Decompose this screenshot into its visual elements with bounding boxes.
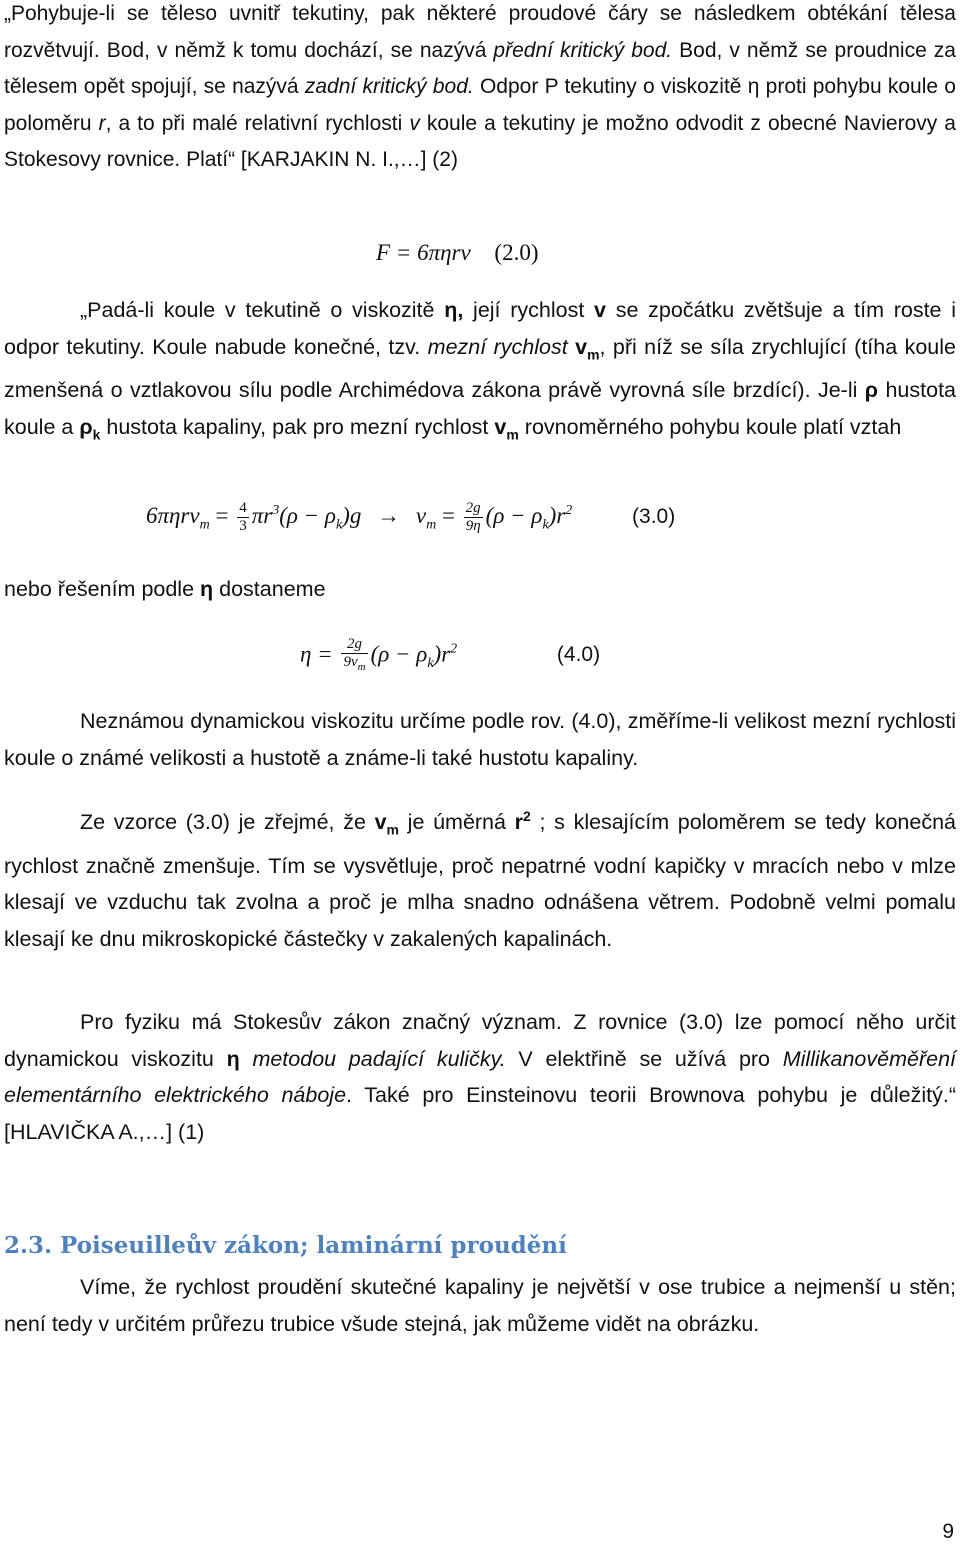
term: (ρ − ρ — [279, 502, 336, 528]
paragraph-falling-ball — [4, 292, 956, 453]
text: „Padá-li koule v tekutině o viskozitě — [80, 298, 445, 322]
var-r-squared — [515, 810, 531, 834]
var-vm — [374, 810, 399, 838]
subscript: m — [386, 821, 399, 838]
text: . Také pro Einsteinovu teorii Brownova pohybu je důležitý.“ [HLAVIČKA A.,…] (1) — [4, 1083, 956, 1144]
equation-label: (4.0) — [556, 643, 601, 667]
text: se zpočátku zvětšuje a tím roste i odpor tekutiny. Koule nabude konečné, tzv. — [4, 298, 957, 359]
term-front-critical-point: přední kritický bod. — [493, 38, 673, 62]
numerator: 2g — [341, 636, 367, 654]
subscript: m — [587, 345, 600, 362]
equation-label: (2.0) — [494, 240, 539, 265]
numerator: 4 — [239, 500, 247, 516]
text: Odpor P tekutiny o viskozitě η proti pohybu koule o poloměru — [4, 75, 956, 135]
subscript: m — [199, 517, 210, 533]
term: πr — [251, 502, 273, 528]
var-v: v — [374, 810, 387, 835]
text: Bod, v němž se proudnice za tělesem opět spojují, se nazývá — [4, 38, 956, 98]
arrow: → — [377, 502, 401, 528]
var-vm — [575, 334, 600, 362]
var-eta: η — [226, 1046, 240, 1071]
term: 9v — [343, 654, 358, 670]
text: její rychlost — [463, 298, 595, 322]
text: rovnoměrného pohybu koule platí vztah — [518, 414, 902, 439]
numerator: 2g — [465, 500, 481, 516]
term: (ρ − ρ — [370, 641, 428, 667]
subscript: k — [92, 426, 101, 443]
lhs: η = — [300, 641, 333, 667]
superscript: 3 — [272, 503, 280, 519]
term-falling-ball-method: metodou padající kuličky. — [252, 1046, 506, 1071]
term: )r — [433, 641, 451, 667]
term: )r — [548, 502, 566, 528]
var-v: v — [494, 414, 507, 439]
subscript: k — [427, 655, 434, 671]
lhs: 6πηrv — [146, 502, 200, 528]
equation-3 — [146, 500, 675, 535]
subscript: m — [506, 426, 519, 443]
text: Ze vzorce (3.0) je zřejmé, že — [80, 810, 375, 835]
page-number: 9 — [942, 1520, 954, 1543]
text: ; s klesajícím poloměrem se tedy konečná rychlost značně zmenšuje. Tím se vysvětluje, proč nepatrné vodní kapičky v mracích nebo v mlze klesají ve vzduchu tak zvolna a proč je mlha snadno odnášena větrem. Podobně velmi pomalu klesají ke dnu mikroskopické částečky v zakalených kapalinách. — [4, 810, 956, 951]
text: , při níž se síla zrychlující (tíha koule zmenšená o vztlakovou sílu podle Archimédova zákona právě vyrovná síle brzdící). Je-li — [4, 334, 956, 403]
text: dostaneme — [213, 577, 326, 601]
term-terminal-velocity: mezní rychlost — [427, 334, 568, 359]
paragraph-proportionality — [4, 798, 956, 957]
var-eta: η — [200, 577, 214, 601]
paragraph-unknown-viscosity — [4, 703, 956, 776]
term-millikan-measurement: Millikanověměření elementárního elektrického náboje — [4, 1046, 956, 1107]
denominator — [341, 654, 367, 676]
line-solve-eta — [4, 571, 956, 608]
var-r: r — [98, 111, 106, 135]
formula: F = 6πηrv — [376, 240, 471, 265]
superscript: 2 — [523, 808, 531, 824]
text: je úměrná — [399, 810, 515, 835]
section-heading: 2.3. Poiseuilleův zákon; laminární proudění — [4, 1232, 567, 1259]
subscript: k — [335, 517, 343, 533]
fraction-2g-9vm — [341, 636, 367, 676]
text — [240, 1047, 253, 1071]
equation-label: (3.0) — [632, 504, 676, 528]
fraction-2g-9eta — [464, 500, 483, 535]
denominator: 3 — [239, 518, 247, 534]
subscript: m — [357, 661, 366, 673]
equation-4 — [300, 636, 600, 676]
text: koule a tekutiny je možno odvodit z obecné Navierovy a Stokesovy rovnice. Platí“ [KARJAKIN N. I.,…] (2) — [4, 111, 956, 171]
term: )g — [342, 502, 362, 528]
equals: = — [215, 502, 229, 528]
subscript: m — [426, 517, 437, 533]
term: (ρ − ρ — [485, 502, 543, 528]
text: hustota koule a — [4, 378, 957, 439]
paragraph-poiseuille-intro — [4, 1269, 956, 1342]
text: hustota kapaliny, pak pro mezní rychlost — [100, 414, 495, 439]
text: V elektřině se užívá pro — [505, 1046, 783, 1071]
text: Neznámou dynamickou viskozitu určíme podle rov. (4.0), změříme-li velikost mezní rychlosti koule o známé velikosti a hustotě a známe-li také hustotu kapaliny. — [4, 709, 956, 770]
text: Víme, že rychlost proudění skutečné kapaliny je největší v ose trubice a nejmenší u stěn; není tedy v určitém průřezu trubice všude stejná, jak můžeme vidět na obrázku. — [4, 1275, 956, 1336]
denominator: 9η — [465, 518, 481, 534]
text: Pro fyziku má Stokesův zákon značný význam. Z rovnice (3.0) lze pomocí něho určit dynamickou viskozitu — [4, 1010, 956, 1071]
text: , a to při malé relativní rychlosti — [105, 111, 410, 135]
paragraph-stokes-intro — [4, 0, 956, 179]
var-v: v — [575, 334, 588, 359]
equals: = — [441, 502, 455, 528]
equation-2 — [376, 240, 539, 266]
text: nebo řešením podle — [4, 577, 201, 601]
var-rho: ρ — [864, 378, 879, 403]
term-rear-critical-point: zadní kritický bod. — [304, 75, 474, 98]
var-eta: η, — [444, 298, 464, 322]
var-v: v — [409, 111, 420, 135]
var-vm — [494, 414, 519, 443]
subscript: k — [542, 517, 549, 533]
superscript: 2 — [450, 641, 458, 657]
superscript: 2 — [565, 503, 573, 519]
var-r: r — [514, 810, 524, 835]
var-v: v — [415, 502, 427, 528]
var-rhok — [79, 414, 101, 443]
fraction-4-3 — [237, 500, 249, 535]
paragraph-stokes-significance — [4, 1004, 956, 1150]
text — [568, 335, 575, 359]
var-v: v — [594, 298, 606, 322]
var-rho: ρ — [79, 414, 93, 439]
text: „Pohybuje-li se těleso uvnitř tekutiny, pak některé proudové čáry se následkem obtékání tělesa rozvětvují. Bod, v němž k tomu dochází, se nazývá — [4, 2, 956, 62]
